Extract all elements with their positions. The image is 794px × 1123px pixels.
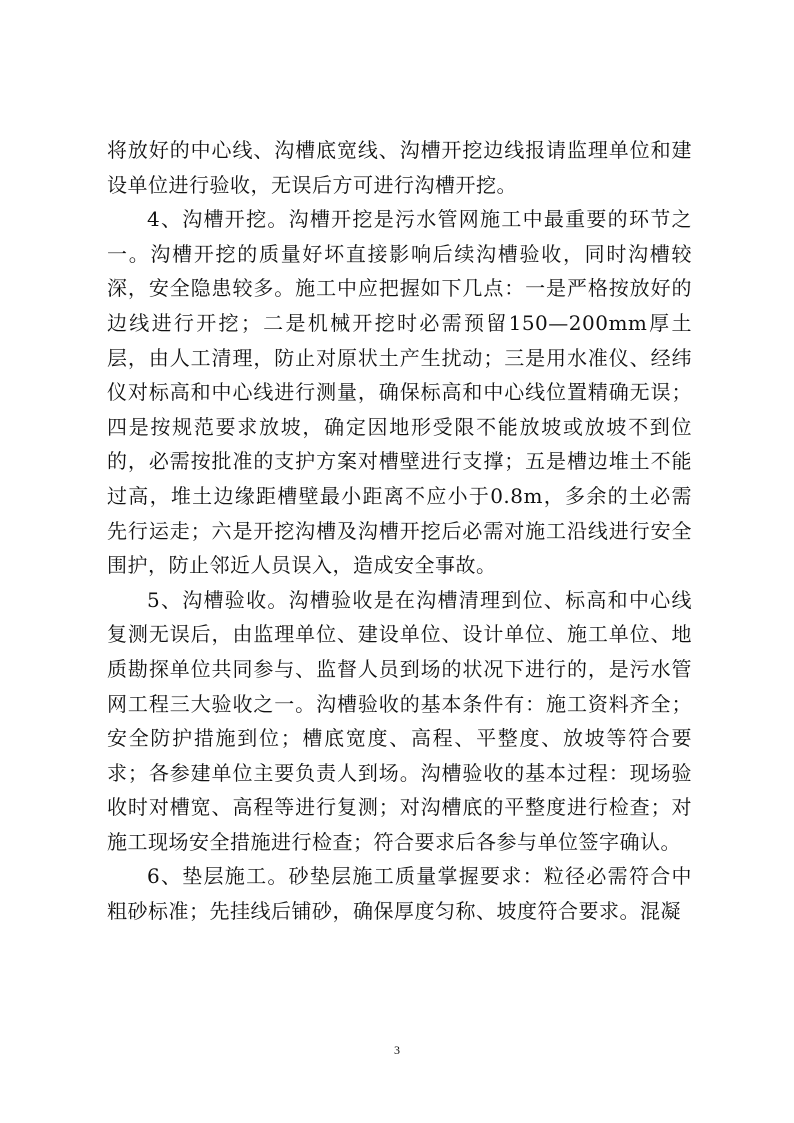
paragraph-continuation: 将放好的中心线、沟槽底宽线、沟槽开挖边线报请监理单位和建设单位进行验收，无误后方可进行沟槽开挖。 [107, 138, 692, 197]
paragraph-trench-acceptance: 5、沟槽验收。沟槽验收是在沟槽清理到位、标高和中心线复测无误后，由监理单位、建设单位、设计单位、施工单位、地质勘探单位共同参与、监督人员到场的状况下进行的，是污水管网工程三大验收之一。沟槽验收的基本条件有：施工资料齐全；安全防护措施到位；槽底宽度、高程、平整度、放坡等符合要求；各参建单位主要负责人到场。沟槽验收的基本过程：现场验收时对槽宽、高程等进行复测；对沟槽底的平整度进行检查；对施工现场安全措施进行检查；符合要求后各参与单位签字确认。 [107, 587, 692, 854]
document-body [107, 133, 692, 929]
paragraph-cushion-construction: 6、垫层施工。砂垫层施工质量掌握要求：粒径必需符合中粗砂标准；先挂线后铺砂，确保厚度匀称、坡度符合要求。混凝 [107, 864, 692, 924]
paragraph-trench-excavation: 4、沟槽开挖。沟槽开挖是污水管网施工中最重要的环节之一。沟槽开挖的质量好坏直接影响后续沟槽验收，同时沟槽较深，安全隐患较多。施工中应把握如下几点：一是严格按放好的边线进行开挖；二是机械开挖时必需预留150—200mm厚土层，由人工清理，防止对原状土产生扰动；三是用水准仪、经纬仪对标高和中心线进行测量，确保标高和中心线位置精确无误；四是按规范要求放坡，确定因地形受限不能放坡或放坡不到位的，必需按批准的支护方案对槽壁进行支撑；五是槽边堆土不能过高，堆土边缘距槽壁最小距离不应小于0.8m，多余的土必需先行运走；六是开挖沟槽及沟槽开挖后必需对施工沿线进行安全围护，防止邻近人员误入，造成安全事故。 [107, 207, 692, 578]
page-number: 3 [394, 1043, 400, 1057]
